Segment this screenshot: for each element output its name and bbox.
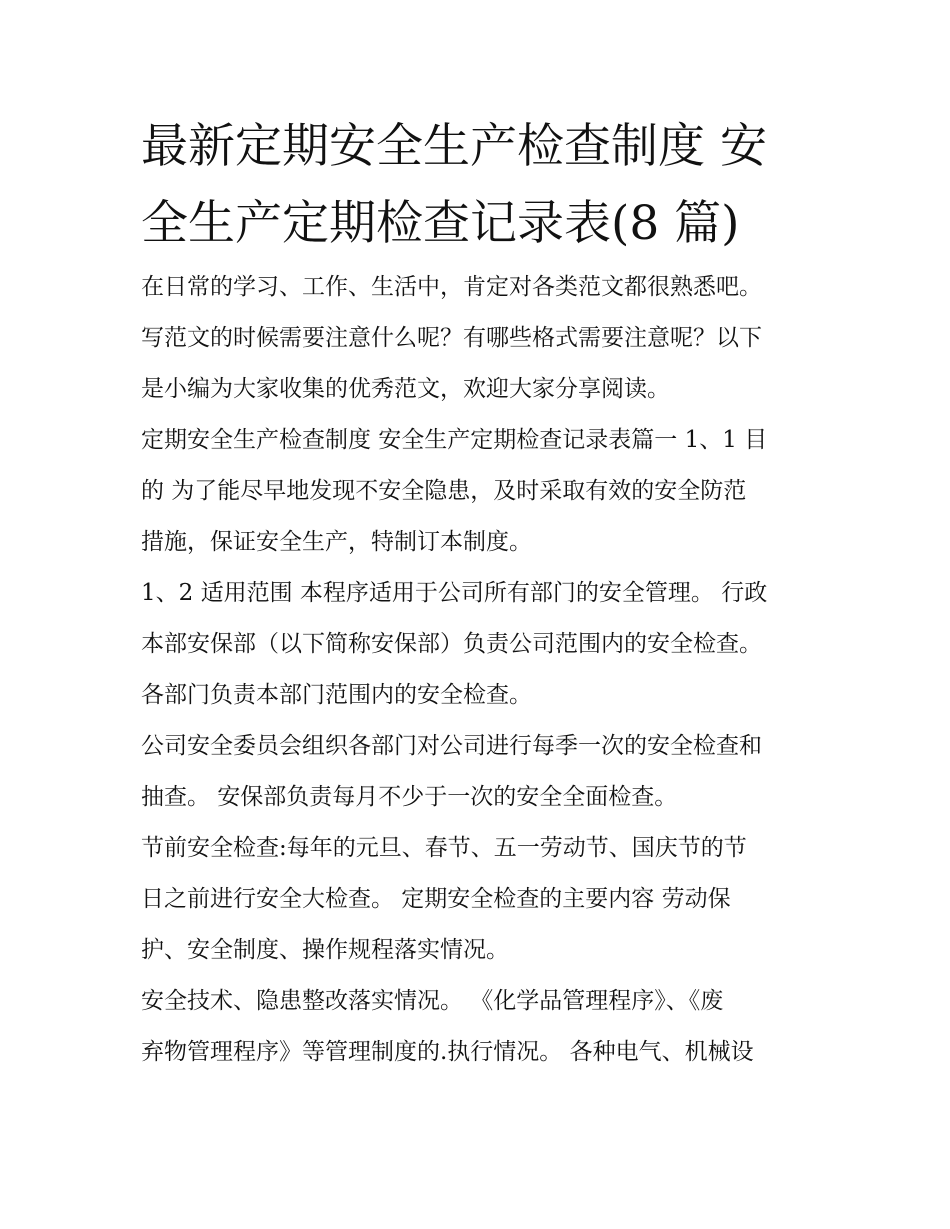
text-line: 的 为了能尽早地发现不安全隐患，及时采取有效的安全防范 xyxy=(141,478,747,504)
paragraph xyxy=(141,823,816,976)
paragraph xyxy=(141,262,816,415)
text-line: 是小编为大家收集的优秀范文，欢迎大家分享阅读。 xyxy=(141,376,670,402)
text-line: 公司安全委员会组织各部门对公司进行每季一次的安全检查和 xyxy=(141,733,762,759)
text-line: 安全技术、隐患整改落实情况。 《化学品管理程序》、《废 xyxy=(141,988,724,1014)
text-line: 各部门负责本部门范围内的安全检查。 xyxy=(141,682,532,708)
text-line: 本部安保部（以下简称安保部）负责公司范围内的安全检查。 xyxy=(141,631,762,657)
document-content xyxy=(141,108,816,1078)
text-line: 日之前进行安全大检查。 定期安全检查的主要内容 劳动保 xyxy=(141,886,731,912)
paragraph xyxy=(141,415,816,568)
text-line: 弃物管理程序》等管理制度的.执行情况。 各种电气、机械设 xyxy=(141,1039,754,1065)
text-line: 写范文的时候需要注意什么呢？有哪些格式需要注意呢？以下 xyxy=(141,325,762,351)
title-line: 全生产定期检查记录表(8 篇) xyxy=(141,196,740,251)
text-line: 在日常的学习、工作、生活中，肯定对各类范文都很熟悉吧。 xyxy=(141,274,762,300)
text-line: 措施，保证安全生产，特制订本制度。 xyxy=(141,529,532,555)
paragraph xyxy=(141,721,816,823)
paragraph xyxy=(141,976,816,1078)
text-line: 节前安全检查:每年的元旦、春节、五一劳动节、国庆节的节 xyxy=(141,835,747,861)
title-line: 最新定期安全生产检查制度 安 xyxy=(141,119,767,174)
text-line: 护、安全制度、操作规程落实情况。 xyxy=(141,937,509,963)
document-title xyxy=(141,108,816,262)
text-line: 1、2 适用范围 本程序适用于公司所有部门的安全管理。 行政 xyxy=(141,580,768,606)
paragraph xyxy=(141,568,816,721)
text-line: 定期安全生产检查制度 安全生产定期检查记录表篇一 1、1 目 xyxy=(141,427,768,453)
text-line: 抽查。 安保部负责每月不少于一次的安全全面检查。 xyxy=(141,784,678,810)
